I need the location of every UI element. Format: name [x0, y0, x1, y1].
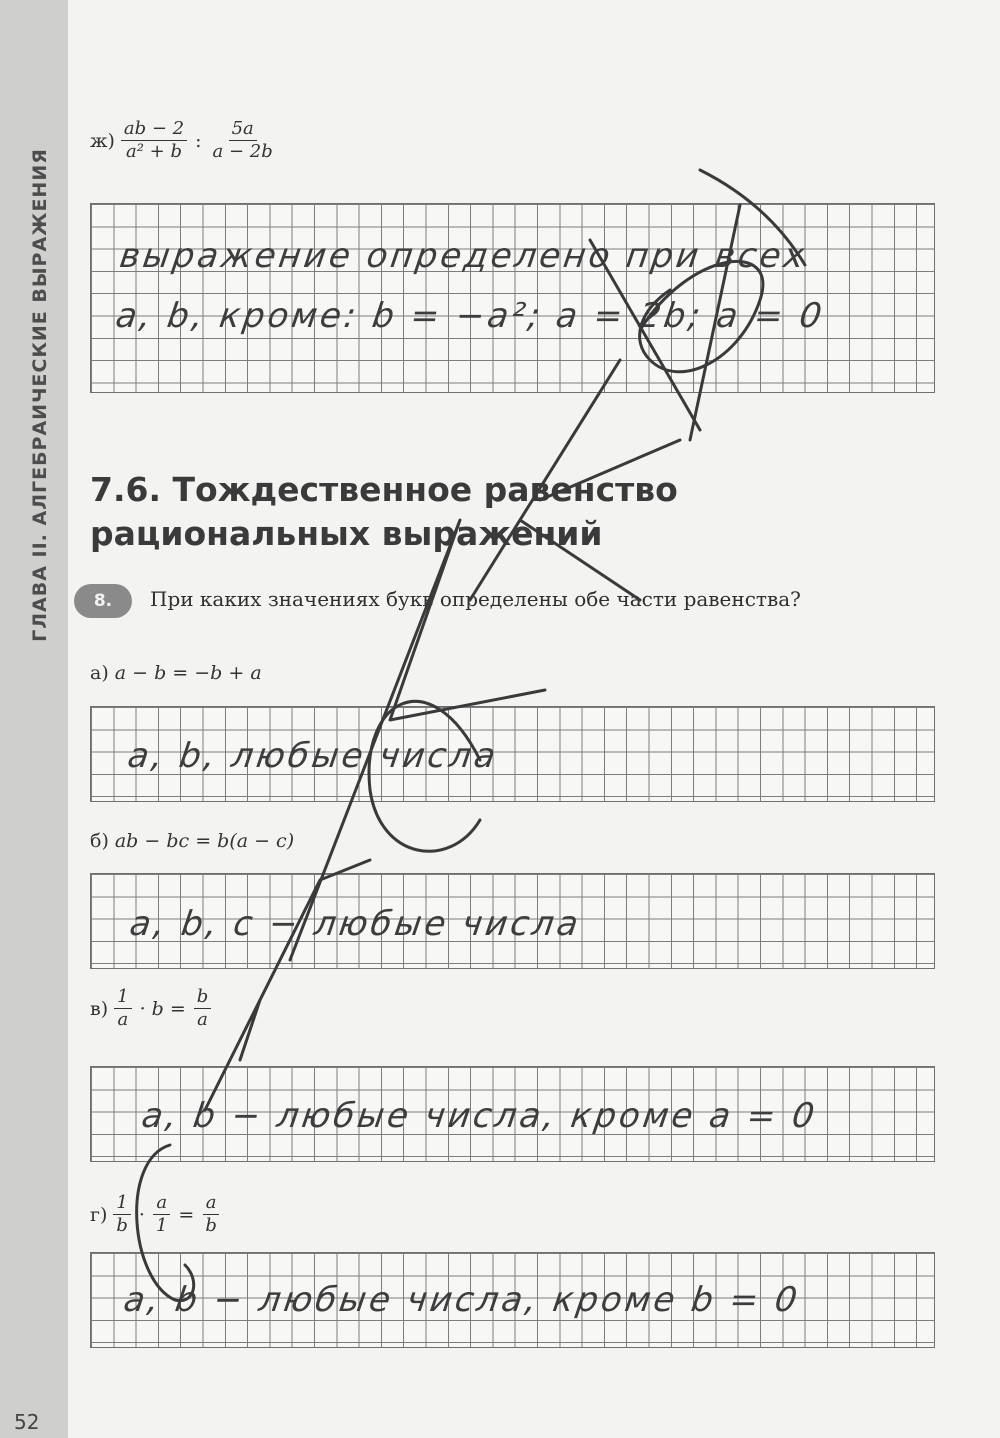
- operator: :: [195, 129, 202, 152]
- task-label: в): [90, 997, 109, 1020]
- handwritten-answer: a, b, любые числа: [125, 736, 501, 776]
- denominator: 1: [155, 1215, 168, 1236]
- handwritten-answer: выражение определено при всех: [117, 236, 810, 276]
- fraction: [194, 986, 212, 1031]
- expression: ab − bc = b(a − c): [114, 830, 295, 852]
- fraction: [153, 1192, 170, 1237]
- chapter-title: ГЛАВА II. АЛГЕБРАИЧЕСКИЕ ВЫРАЖЕНИЯ: [29, 148, 51, 642]
- denominator: a: [197, 1009, 208, 1030]
- denominator: b: [205, 1215, 217, 1236]
- exercise-question: При каких значениях букв определены обе части равенства?: [150, 587, 801, 611]
- numerator: 1: [114, 986, 131, 1009]
- fraction: [210, 118, 276, 163]
- denominator: b: [116, 1215, 128, 1236]
- expression: a − b = −b + a: [114, 662, 262, 684]
- section-title: 7.6. Тождественное равенство рациональных выражений: [90, 470, 678, 553]
- task-g-prompt: [90, 1192, 220, 1237]
- fraction: [114, 986, 131, 1031]
- fraction: [113, 1192, 131, 1237]
- task-label: г): [90, 1203, 108, 1226]
- numerator: 5a: [229, 118, 257, 141]
- task-label: а): [90, 662, 109, 684]
- operator: ·: [138, 1203, 145, 1226]
- numerator: ab − 2: [121, 118, 187, 141]
- page-number: 52: [14, 1410, 40, 1434]
- chapter-sidebar: [0, 0, 68, 1438]
- task-label: б): [90, 830, 109, 852]
- handwritten-answer: a, b, кроме: b = −a²; a = 2b; a = 0: [113, 296, 828, 336]
- task-b-prompt: [90, 830, 294, 852]
- operator: =: [178, 1203, 195, 1226]
- exercise-number-badge: 8.: [74, 584, 132, 618]
- fraction: [121, 118, 187, 163]
- task-a-prompt: [90, 662, 262, 684]
- denominator: a − 2b: [212, 141, 273, 162]
- handwritten-answer: a, b, c − любые числа: [127, 904, 584, 944]
- numerator: 1: [113, 1192, 130, 1215]
- task-label: ж): [90, 129, 115, 152]
- denominator: a² + b: [126, 141, 183, 162]
- handwritten-answer: a, b − любые числа, кроме b = 0: [121, 1280, 803, 1320]
- operator: · b =: [139, 997, 186, 1020]
- task-zh-prompt: [90, 118, 276, 163]
- numerator: b: [194, 986, 212, 1009]
- task-v-prompt: [90, 986, 211, 1031]
- denominator: a: [117, 1009, 129, 1030]
- numerator: a: [203, 1192, 220, 1215]
- numerator: a: [153, 1192, 170, 1215]
- fraction: [202, 1192, 220, 1237]
- handwritten-answer: a, b − любые числа, кроме a = 0: [139, 1096, 820, 1136]
